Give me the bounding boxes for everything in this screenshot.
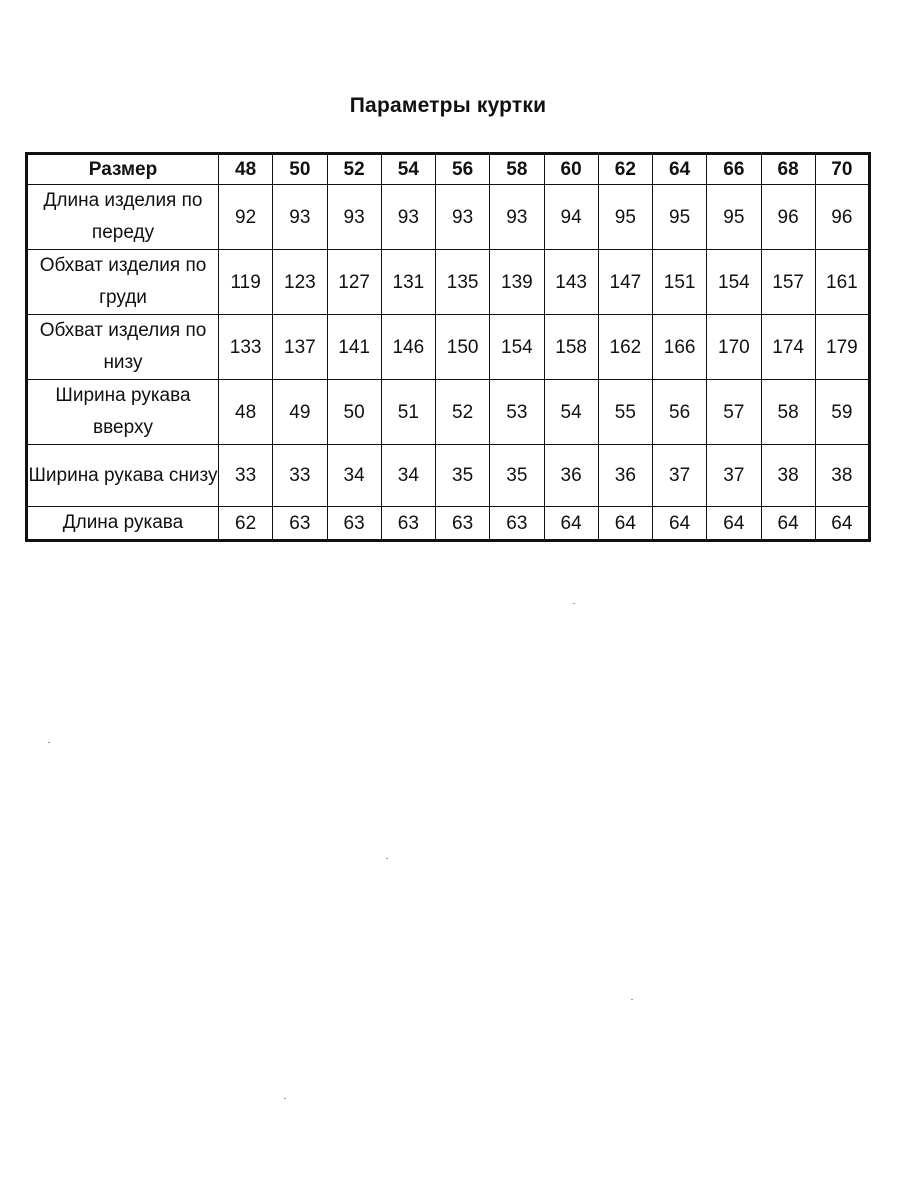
table-cell: 154: [707, 250, 761, 315]
table-cell: 93: [327, 185, 381, 250]
table-cell: 93: [273, 185, 327, 250]
size-header: 64: [653, 154, 707, 185]
table-cell: 35: [436, 445, 490, 507]
row-label: Ширина рукава вверху: [27, 380, 219, 445]
size-header: 58: [490, 154, 544, 185]
table-cell: 62: [219, 507, 273, 541]
table-cell: 58: [761, 380, 815, 445]
table-cell: 133: [219, 315, 273, 380]
table-cell: 170: [707, 315, 761, 380]
table-cell: 127: [327, 250, 381, 315]
table-cell: 63: [273, 507, 327, 541]
table-cell: 174: [761, 315, 815, 380]
table-cell: 35: [490, 445, 544, 507]
table-cell: 38: [761, 445, 815, 507]
table-cell: 147: [598, 250, 652, 315]
row-label: Длина изделия по переду: [27, 185, 219, 250]
table-cell: 137: [273, 315, 327, 380]
table-cell: 64: [653, 507, 707, 541]
table-cell: 54: [544, 380, 598, 445]
table-cell: 135: [436, 250, 490, 315]
table-cell: 95: [653, 185, 707, 250]
table-cell: 161: [815, 250, 869, 315]
corner-label: Размер: [27, 154, 219, 185]
table-row: [27, 445, 870, 507]
table-cell: 143: [544, 250, 598, 315]
table-cell: 53: [490, 380, 544, 445]
table-cell: 64: [598, 507, 652, 541]
table-cell: 63: [490, 507, 544, 541]
table-cell: 59: [815, 380, 869, 445]
table-cell: 64: [815, 507, 869, 541]
table-cell: 162: [598, 315, 652, 380]
table-cell: 95: [598, 185, 652, 250]
header-row: [27, 154, 870, 185]
table-cell: 93: [436, 185, 490, 250]
size-header: 50: [273, 154, 327, 185]
table-cell: 36: [598, 445, 652, 507]
table-cell: 56: [653, 380, 707, 445]
table-cell: 33: [219, 445, 273, 507]
size-header: 68: [761, 154, 815, 185]
table-cell: 123: [273, 250, 327, 315]
table-cell: 55: [598, 380, 652, 445]
table-cell: 63: [327, 507, 381, 541]
table-cell: 166: [653, 315, 707, 380]
table-cell: 158: [544, 315, 598, 380]
table-cell: 154: [490, 315, 544, 380]
table-cell: 92: [219, 185, 273, 250]
table-row: [27, 507, 870, 541]
table-cell: 64: [761, 507, 815, 541]
scan-speck: [284, 1098, 286, 1099]
row-label: Длина рукава: [27, 507, 219, 541]
table-cell: 141: [327, 315, 381, 380]
table-cell: 34: [381, 445, 435, 507]
scan-speck: [386, 858, 388, 859]
table-cell: 64: [707, 507, 761, 541]
table-cell: 131: [381, 250, 435, 315]
table-cell: 93: [490, 185, 544, 250]
size-header: 60: [544, 154, 598, 185]
table-row: [27, 250, 870, 315]
table-cell: 48: [219, 380, 273, 445]
scan-speck: [48, 742, 50, 743]
size-header: 62: [598, 154, 652, 185]
table-cell: 63: [381, 507, 435, 541]
table-row: [27, 315, 870, 380]
table-row: [27, 185, 870, 250]
table-cell: 139: [490, 250, 544, 315]
document-title: Параметры куртки: [349, 94, 547, 117]
table-cell: 57: [707, 380, 761, 445]
table-cell: 33: [273, 445, 327, 507]
size-header: 52: [327, 154, 381, 185]
row-label: Обхват изделия по груди: [27, 250, 219, 315]
row-label: Обхват изделия по низу: [27, 315, 219, 380]
table-cell: 64: [544, 507, 598, 541]
table-cell: 96: [815, 185, 869, 250]
size-chart-table: [25, 152, 871, 542]
table-cell: 119: [219, 250, 273, 315]
table-cell: 52: [436, 380, 490, 445]
table-row: [27, 380, 870, 445]
table-cell: 150: [436, 315, 490, 380]
table-cell: 36: [544, 445, 598, 507]
table-cell: 93: [381, 185, 435, 250]
size-header: 66: [707, 154, 761, 185]
size-header: 56: [436, 154, 490, 185]
table-cell: 151: [653, 250, 707, 315]
table-cell: 96: [761, 185, 815, 250]
scan-speck: [573, 603, 575, 604]
size-header: 70: [815, 154, 869, 185]
table-cell: 37: [707, 445, 761, 507]
table-cell: 37: [653, 445, 707, 507]
size-header: 48: [219, 154, 273, 185]
table-cell: 157: [761, 250, 815, 315]
table-cell: 50: [327, 380, 381, 445]
table-cell: 179: [815, 315, 869, 380]
size-header: 54: [381, 154, 435, 185]
table-cell: 49: [273, 380, 327, 445]
table-cell: 146: [381, 315, 435, 380]
table-cell: 38: [815, 445, 869, 507]
table-cell: 51: [381, 380, 435, 445]
row-label: Ширина рукава снизу: [27, 445, 219, 507]
table-cell: 63: [436, 507, 490, 541]
table-cell: 94: [544, 185, 598, 250]
scan-speck: [631, 999, 633, 1000]
table-cell: 95: [707, 185, 761, 250]
table-cell: 34: [327, 445, 381, 507]
